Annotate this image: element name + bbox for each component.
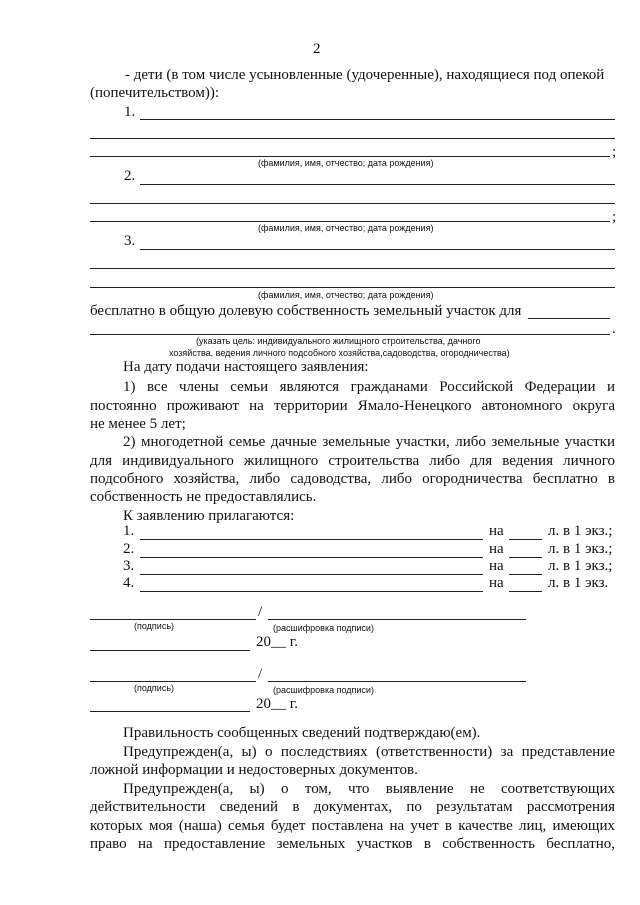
attachment-on: на xyxy=(489,541,504,557)
closing-warn2-line3: которых моя (наша) семья будет поставлена на учет в качестве лиц, имеющих xyxy=(90,818,615,834)
statement-item2-line2: для индивидуального жилищного строительства либо для ведения личного xyxy=(90,453,615,469)
purpose-line[interactable] xyxy=(528,318,610,319)
statement-item1-line2: постоянно проживают на территории Ямало-Ненецкого автономного округа xyxy=(90,398,615,414)
child-entry-line[interactable] xyxy=(140,249,615,250)
attachment-pages-line[interactable] xyxy=(509,539,542,540)
child-entry-line[interactable] xyxy=(90,156,610,157)
statement-item2-line1: 2) многодетной семье дачные земельные участки, либо земельные участки xyxy=(123,434,615,450)
attachment-on: на xyxy=(489,575,504,591)
children-intro-line2: (попечительством)): xyxy=(90,85,220,101)
purpose-text: бесплатно в общую долевую собственность земельный участок для xyxy=(90,303,522,319)
attachment-number: 3. xyxy=(123,558,135,574)
child-entry-number: 3. xyxy=(124,233,136,249)
child-entry-number: 2. xyxy=(124,168,136,184)
signature-decode-line[interactable] xyxy=(268,681,526,682)
signature-slash: / xyxy=(258,666,263,682)
signature-date-line[interactable] xyxy=(90,650,250,651)
attachment-number: 2. xyxy=(123,541,135,557)
signature-decode-line[interactable] xyxy=(268,619,526,620)
children-intro-line1: - дети (в том числе усыновленные (удочеренные), находящиеся под опекой xyxy=(125,67,605,83)
signature-slash: / xyxy=(258,604,263,620)
attachment-line[interactable] xyxy=(140,557,483,558)
signature-line[interactable] xyxy=(90,681,256,682)
attachment-pages-line[interactable] xyxy=(509,574,542,575)
statement-lead: На дату подачи настоящего заявления: xyxy=(123,359,369,375)
statement-item1-line3: не менее 5 лет; xyxy=(90,416,186,432)
attachment-line[interactable] xyxy=(140,539,483,540)
page-number: 2 xyxy=(313,41,321,57)
statement-item2-line3: подсобного хозяйства, либо садоводства, либо огородничества бесплатно в xyxy=(90,471,615,487)
child-entry-line[interactable] xyxy=(90,138,615,139)
child-entry-line[interactable] xyxy=(90,268,615,269)
child-entry-caption: (фамилия, имя, отчество; дата рождения) xyxy=(258,223,434,233)
attachment-on: на xyxy=(489,558,504,574)
attachment-pages-line[interactable] xyxy=(509,557,542,558)
signature-decode-caption: (расшифровка подписи) xyxy=(273,623,374,633)
child-entry-terminator: ; xyxy=(612,144,617,160)
signature-year: 20__ г. xyxy=(256,634,298,650)
signature-caption: (подпись) xyxy=(134,683,175,693)
attachment-suffix: л. в 1 экз.; xyxy=(548,541,613,557)
statement-item1-line1: 1) все члены семьи являются гражданами Российской Федерации и xyxy=(123,379,615,395)
purpose-line[interactable] xyxy=(90,334,610,335)
child-entry-caption: (фамилия, имя, отчество; дата рождения) xyxy=(258,290,434,300)
closing-warn2-line1: Предупрежден(а, ы) о том, что выявление не соответствующих xyxy=(123,781,615,797)
purpose-caption-line1: (указать цель: индивидуального жилищного строительства, дачного xyxy=(196,336,481,346)
signature-line[interactable] xyxy=(90,619,256,620)
closing-warn2-line2: действительности сведений в документах, по результатам рассмотрения xyxy=(90,799,615,815)
attachment-line[interactable] xyxy=(140,574,483,575)
closing-warn1-line1: Предупрежден(а, ы) о последствиях (ответственности) за представление xyxy=(123,744,615,760)
child-entry-line[interactable] xyxy=(140,184,615,185)
attachment-suffix: л. в 1 экз. xyxy=(548,575,609,591)
signature-caption: (подпись) xyxy=(134,621,175,631)
closing-warn1-line2: ложной информации и недостоверных документов. xyxy=(90,762,418,778)
child-entry-line[interactable] xyxy=(140,119,615,120)
signature-date-line[interactable] xyxy=(90,711,250,712)
signature-year: 20__ г. xyxy=(256,696,298,712)
child-entry-line[interactable] xyxy=(90,221,610,222)
child-entry-caption: (фамилия, имя, отчество; дата рождения) xyxy=(258,158,434,168)
child-entry-line[interactable] xyxy=(90,287,615,288)
child-entry-number: 1. xyxy=(124,104,136,120)
attachment-on: на xyxy=(489,523,504,539)
attachment-number: 4. xyxy=(123,575,135,591)
statement-item2-line4: собственность не предоставлялись. xyxy=(90,489,317,505)
closing-confirm: Правильность сообщенных сведений подтверждаю(ем). xyxy=(123,725,481,741)
closing-warn2-line4: право на предоставление земельных участков в собственность бесплатно, xyxy=(90,836,615,852)
attachment-number: 1. xyxy=(123,523,135,539)
attachment-suffix: л. в 1 экз.; xyxy=(548,558,613,574)
attachments-lead: К заявлению прилагаются: xyxy=(123,508,295,524)
attachment-pages-line[interactable] xyxy=(509,591,542,592)
purpose-caption-line2: хозяйства, ведения личного подсобного хозяйства,садоводства, огородничества) xyxy=(169,348,510,358)
child-entry-line[interactable] xyxy=(90,203,615,204)
attachment-line[interactable] xyxy=(140,591,483,592)
purpose-terminator: . xyxy=(612,321,616,337)
child-entry-terminator: ; xyxy=(612,209,617,225)
attachment-suffix: л. в 1 экз.; xyxy=(548,523,613,539)
signature-decode-caption: (расшифровка подписи) xyxy=(273,685,374,695)
